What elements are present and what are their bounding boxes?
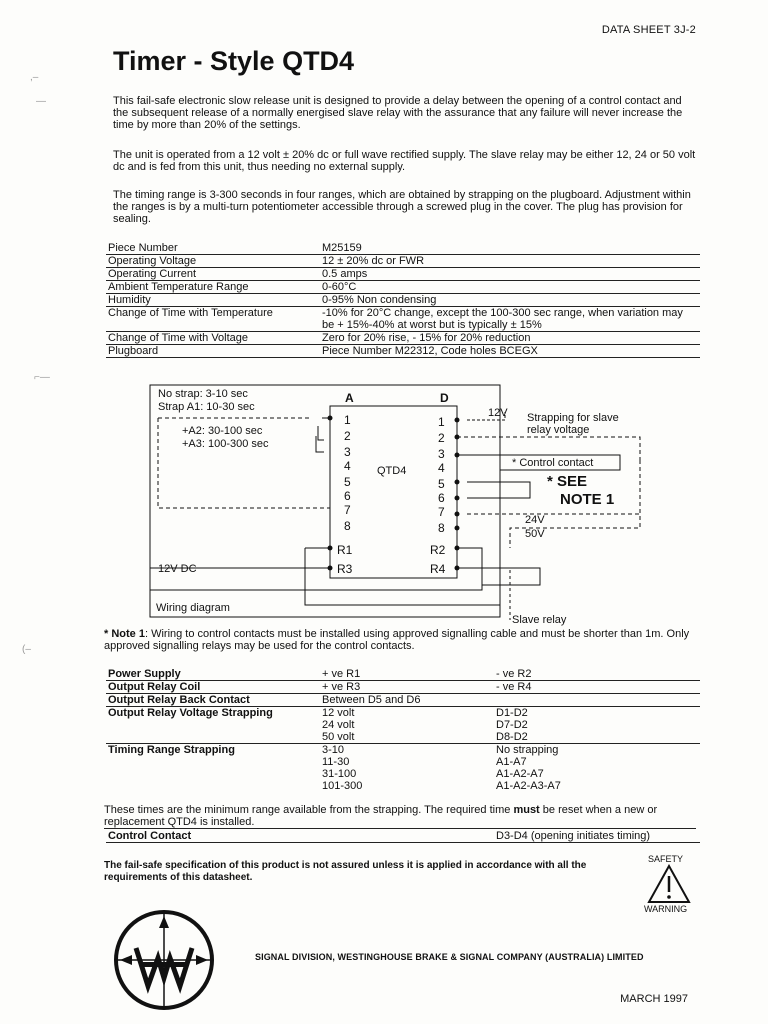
terminal-r4: R4 xyxy=(430,562,446,576)
pin-d5: 5 xyxy=(438,477,445,491)
intro-paragraph-1: This fail-safe electronic slow release unit is designed to provide a delay between the opening of a control contact and the subsequent release of a normally energised slave relay with the assurance that any failure will never increase the time by more than 20% of the settings. xyxy=(113,95,683,131)
margin-mark: (– xyxy=(22,644,31,655)
connections-table xyxy=(106,668,700,792)
spec-label: Humidity xyxy=(106,294,320,307)
pin-a6: 6 xyxy=(344,489,351,503)
connection-value-a: 24 volt xyxy=(322,719,355,731)
connection-label: Output Relay Voltage Strapping xyxy=(108,707,273,719)
range-note-text-end: be reset when a new or replacement QTD4 is installed. xyxy=(104,804,658,828)
pin-d8: 8 xyxy=(438,521,445,535)
intro-paragraph-3: The timing range is 3-300 seconds in four ranges, which are obtained by strapping on the plugboard. Adjustment within the ranges is by a multi-turn potentiometer accessible through a screwed plug in the cover. The plug has provision for sealing. xyxy=(113,189,691,225)
terminal-r3: R3 xyxy=(337,562,353,576)
warning-label: WARNING xyxy=(644,904,688,914)
label-50v: 50V xyxy=(525,528,545,540)
connection-label: Power Supply xyxy=(106,668,320,681)
table-row xyxy=(106,756,700,768)
label-12v: 12V xyxy=(488,407,508,419)
table-row xyxy=(106,681,700,694)
slave-relay-box xyxy=(457,568,540,585)
margin-mark: ,– xyxy=(30,72,39,83)
table-row xyxy=(106,694,700,707)
pin-a7: 7 xyxy=(344,503,351,517)
spec-value: Zero for 20% rise, - 15% for 20% reduction xyxy=(320,332,700,345)
spec-value: 0.5 amps xyxy=(320,268,700,281)
table-row xyxy=(106,707,700,720)
connection-label: Output Relay Coil xyxy=(106,681,320,694)
connection-value-a: + ve R1 xyxy=(320,668,494,681)
column-d-label: D xyxy=(440,391,449,405)
pin-a3: 3 xyxy=(344,445,351,459)
diagram-caption: Wiring diagram xyxy=(156,602,230,614)
table-row xyxy=(106,768,700,780)
note-1 xyxy=(104,628,694,652)
connection-value-b: No strapping xyxy=(496,744,559,756)
note-1-text: : Wiring to control contacts must be installed using approved signalling cable and must be shorter than 1m. Only approved signalling relays may be used for the control contacts. xyxy=(104,628,690,652)
connection-value-b: A1-A2-A7 xyxy=(496,768,544,780)
page-title: Timer - Style QTD4 xyxy=(113,46,355,76)
strap-label-none: No strap: 3-10 sec xyxy=(158,388,248,400)
connection-value-a: 50 volt xyxy=(320,731,494,744)
connection-value-a: 3-10 xyxy=(322,744,345,756)
spec-value: M25159 xyxy=(320,242,700,255)
data-sheet-number: DATA SHEET 3J-2 xyxy=(601,24,696,36)
pin-d3: 3 xyxy=(438,447,445,461)
connection-label: Output Relay Back Contact xyxy=(106,694,320,707)
margin-mark: — xyxy=(36,96,46,107)
spec-label: Plugboard xyxy=(106,345,320,358)
table-row xyxy=(106,719,700,731)
table-row xyxy=(106,744,700,757)
spec-label: Operating Voltage xyxy=(106,255,320,268)
safety-label: SAFETY xyxy=(648,854,684,864)
connection-value-b: D8-D2 xyxy=(494,731,700,744)
table-row xyxy=(106,668,700,681)
spec-label: Operating Current xyxy=(106,268,320,281)
supply-label: 12V DC xyxy=(158,563,197,575)
wire-r1 xyxy=(305,548,500,605)
strapping-label-line1: Strapping for slave xyxy=(527,412,619,424)
range-note-text: These times are the minimum range available from the strapping. The required time xyxy=(104,804,514,816)
connection-value-b: D3-D4 (opening initiates timing) xyxy=(494,830,700,843)
see-note-line2: NOTE 1 xyxy=(560,491,615,508)
connection-value-b: - ve R2 xyxy=(494,668,700,681)
control-contact-table xyxy=(106,830,700,843)
spec-label: Piece Number xyxy=(106,242,320,255)
connection-value-b: D1-D2 xyxy=(496,707,528,719)
connection-value-b: - ve R4 xyxy=(494,681,700,694)
connection-label: Timing Range Strapping xyxy=(108,744,235,756)
spec-value: 12 ± 20% dc or FWR xyxy=(320,255,700,268)
terminal-r1: R1 xyxy=(337,543,353,557)
pin-d2: 2 xyxy=(438,431,445,445)
spec-label: Change of Time with Temperature xyxy=(106,307,320,332)
control-contact-label: * Control contact xyxy=(512,457,594,469)
westinghouse-logo-icon xyxy=(112,908,216,1012)
spec-value: 0-95% Non condensing xyxy=(320,294,700,307)
connection-value-a: 31-100 xyxy=(322,768,357,780)
issue-date: MARCH 1997 xyxy=(620,993,688,1005)
table-row xyxy=(106,731,700,744)
intro-paragraph-2: The unit is operated from a 12 volt ± 20% dc or full wave rectified supply. The slave relay may be either 12, 24 or 50 volt dc and is fed from this unit, thus needing no external supply. xyxy=(113,149,696,173)
diagram-frame xyxy=(150,385,500,617)
pin-d6: 6 xyxy=(438,491,445,505)
range-note-emphasis: must xyxy=(513,804,540,816)
pin-d7: 7 xyxy=(438,505,445,519)
strap-brackets xyxy=(316,418,330,452)
margin-mark: ⌐— xyxy=(34,372,50,383)
label-24v: 24V xyxy=(525,514,545,526)
pin-d4: 4 xyxy=(438,461,445,475)
spec-label: Change of Time with Voltage xyxy=(106,332,320,345)
strap-24v-50v xyxy=(467,514,640,548)
spec-value: 0-60°C xyxy=(320,281,700,294)
connection-value-b: A1-A2-A3-A7 xyxy=(496,780,561,792)
connection-value-a: 12 volt xyxy=(322,707,355,719)
strap-label-a2: +A2: 30-100 sec xyxy=(182,425,263,437)
spec-value: -10% for 20°C change, except the 100-300 sec range, when variation may be + 15%-40% at worst but is typically ± 15% xyxy=(320,307,700,332)
connection-label: Control Contact xyxy=(106,830,320,843)
table-row xyxy=(106,780,700,792)
connection-value-a: 101-300 xyxy=(322,780,363,792)
terminal-r2: R2 xyxy=(430,543,446,557)
range-note xyxy=(104,804,696,829)
safety-disclaimer: The fail-safe specification of this product is not assured unless it is applied in accordance with all the requirements of this datasheet. xyxy=(104,860,587,883)
pin-a2: 2 xyxy=(344,429,351,443)
unit-name: QTD4 xyxy=(377,465,407,477)
see-note-loop xyxy=(467,482,530,498)
connection-value-a: Between D5 and D6 xyxy=(320,694,494,707)
see-note-line1: * SEE xyxy=(547,473,588,490)
pin-a8: 8 xyxy=(344,519,351,533)
strapping-label-line2: relay voltage xyxy=(527,424,590,436)
pin-a5: 5 xyxy=(344,475,351,489)
pin-a1: 1 xyxy=(344,413,351,427)
connection-value-a: + ve R3 xyxy=(320,681,494,694)
warning-triangle-icon xyxy=(647,864,691,904)
pin-d1: 1 xyxy=(438,415,445,429)
connection-value-a: 11-30 xyxy=(322,756,350,768)
spec-label: Ambient Temperature Range xyxy=(106,281,320,294)
strap-label-a3: +A3: 100-300 sec xyxy=(182,438,269,450)
company-name: SIGNAL DIVISION, WESTINGHOUSE BRAKE & SIGNAL COMPANY (AUSTRALIA) LIMITED xyxy=(255,952,644,962)
column-a-label: A xyxy=(345,391,354,405)
strap-label-a1: Strap A1: 10-30 sec xyxy=(158,401,255,413)
table-row xyxy=(106,830,700,843)
connection-value-b: D7-D2 xyxy=(496,719,528,731)
note-1-prefix: * Note 1 xyxy=(104,628,145,640)
spec-value: Piece Number M22312, Code holes BCEGX xyxy=(320,345,700,358)
connection-value-b: A1-A7 xyxy=(496,756,527,768)
slave-relay-label: Slave relay xyxy=(512,614,567,626)
pin-a4: 4 xyxy=(344,459,351,473)
